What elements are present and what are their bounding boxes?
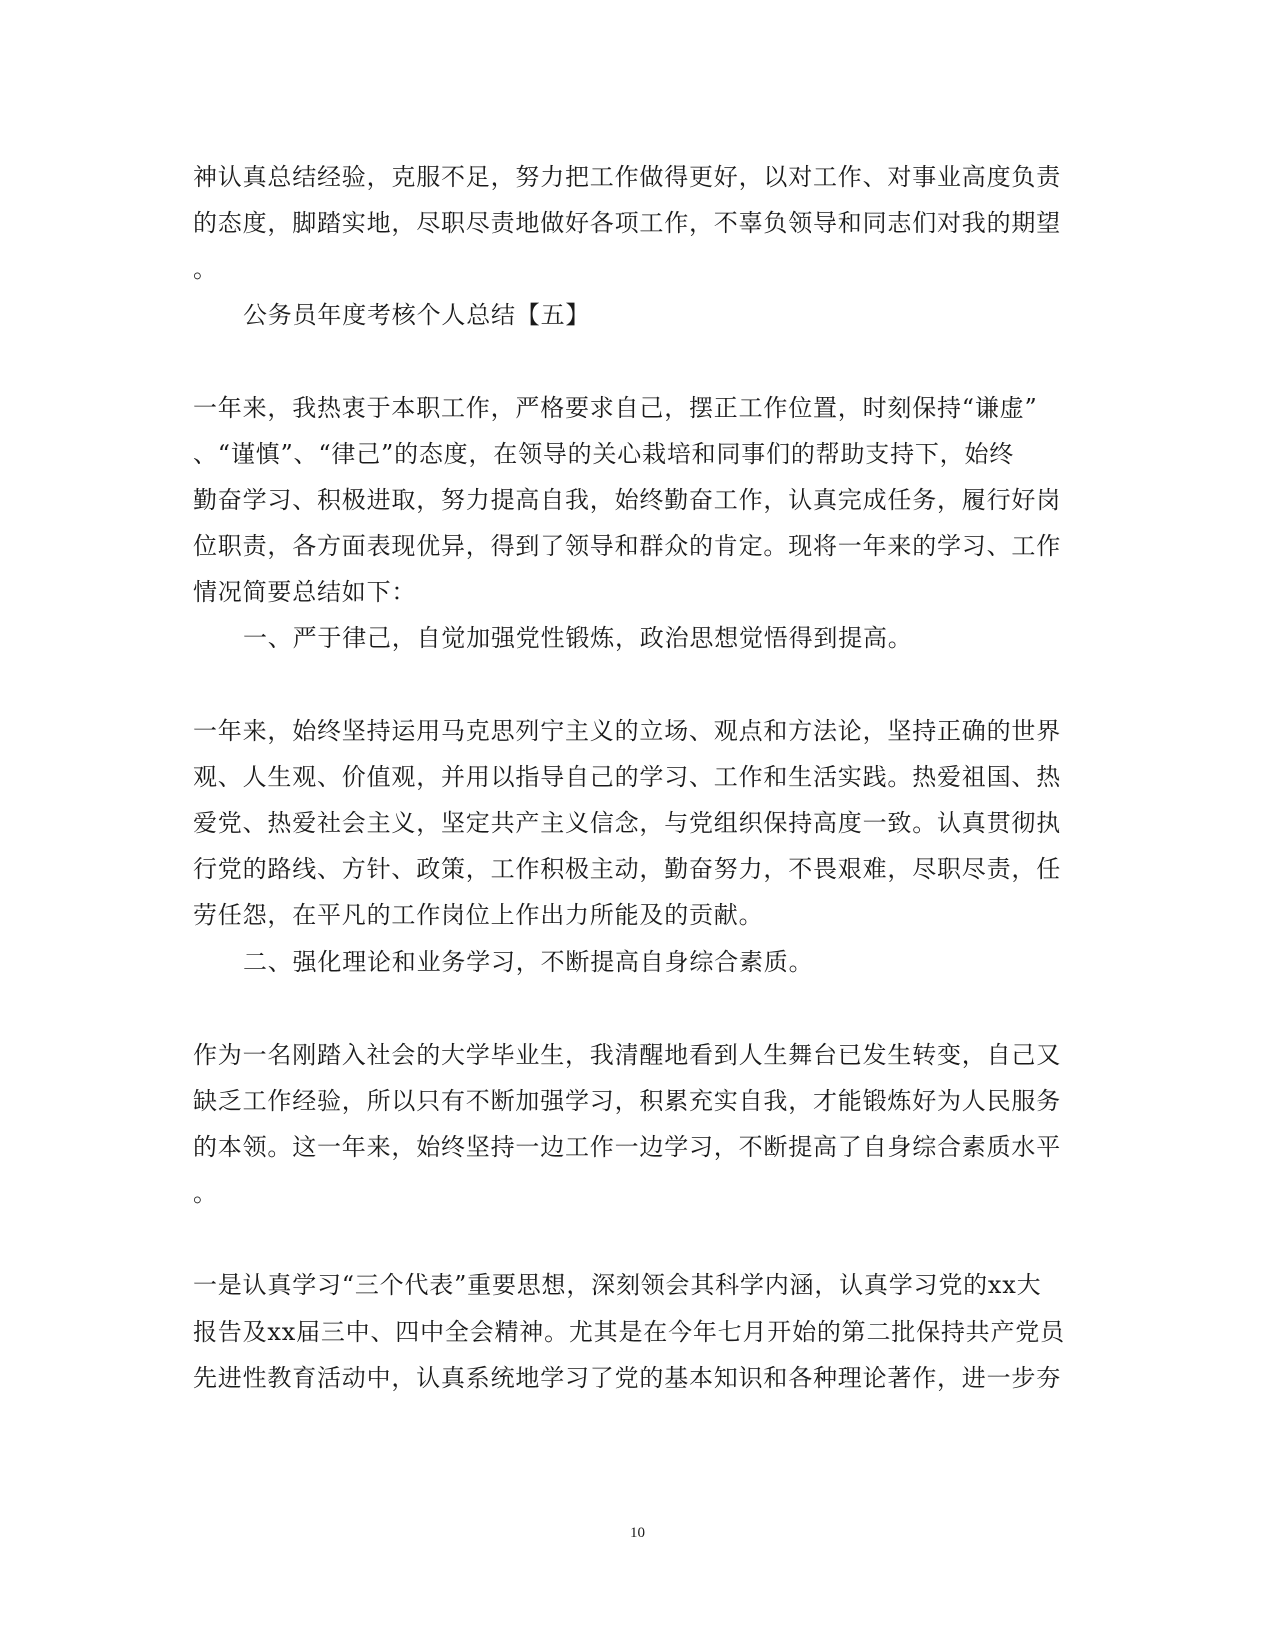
body-text-line: 一年来，始终坚持运用马克思列宁主义的立场、观点和方法论，坚持正确的世界	[193, 717, 1061, 745]
subsection-heading: 一、严于律己，自觉加强党性锻炼，政治思想觉悟得到提高。	[243, 624, 913, 652]
body-text-line: 的本领。这一年来，始终坚持一边工作一边学习，不断提高了自身综合素质水平	[193, 1133, 1061, 1161]
body-text-line: 缺乏工作经验，所以只有不断加强学习，积累充实自我，才能锻炼好为人民服务	[193, 1087, 1061, 1115]
body-text-line: 观、人生观、价值观，并用以指导自己的学习、工作和生活实践。热爱祖国、热	[193, 763, 1061, 791]
body-text-line: 爱党、热爱社会主义，坚定共产主义信念，与党组织保持高度一致。认真贯彻执	[193, 809, 1061, 837]
body-text-line: 劳任怨，在平凡的工作岗位上作出力所能及的贡献。	[193, 901, 764, 929]
body-text-line: 作为一名刚踏入社会的大学毕业生，我清醒地看到人生舞台已发生转变，自己又	[193, 1041, 1061, 1069]
body-text-line: 行党的路线、方针、政策，工作积极主动，勤奋努力，不畏艰难，尽职尽责，任	[193, 855, 1061, 883]
body-text-line: 勤奋学习、积极进取，努力提高自我，始终勤奋工作，认真完成任务，履行好岗	[193, 486, 1061, 514]
body-text-line: 、“谨慎”、“律己”的态度，在领导的关心栽培和同事们的帮助支持下，始终	[193, 440, 1015, 468]
body-text-line: 。	[193, 1179, 218, 1207]
page-number: 10	[630, 1525, 645, 1541]
body-text-line: 一年来，我热衷于本职工作，严格要求自己，摆正工作位置，时刻保持“谦虚”	[193, 394, 1038, 422]
body-text-line: 先进性教育活动中，认真系统地学习了党的基本知识和各种理论著作，进一步夯	[193, 1364, 1061, 1392]
subsection-heading: 二、强化理论和业务学习，不断提高自身综合素质。	[243, 948, 814, 976]
body-text-line: 位职责，各方面表现优异，得到了领导和群众的肯定。现将一年来的学习、工作	[193, 532, 1061, 560]
body-text-line: 。	[193, 255, 218, 283]
section-heading: 公务员年度考核个人总结【五】	[243, 301, 591, 329]
body-text-line: 神认真总结经验，克服不足，努力把工作做得更好，以对工作、对事业高度负责	[193, 163, 1061, 191]
body-text-line: 报告及xx届三中、四中全会精神。尤其是在今年七月开始的第二批保持共产党员	[193, 1318, 1065, 1346]
body-text-line: 情况简要总结如下：	[193, 578, 417, 606]
body-text-line: 一是认真学习“三个代表”重要思想，深刻领会其科学内涵，认真学习党的xx大	[193, 1271, 1042, 1299]
body-text-line: 的态度，脚踏实地，尽职尽责地做好各项工作，不辜负领导和同志们对我的期望	[193, 209, 1061, 237]
